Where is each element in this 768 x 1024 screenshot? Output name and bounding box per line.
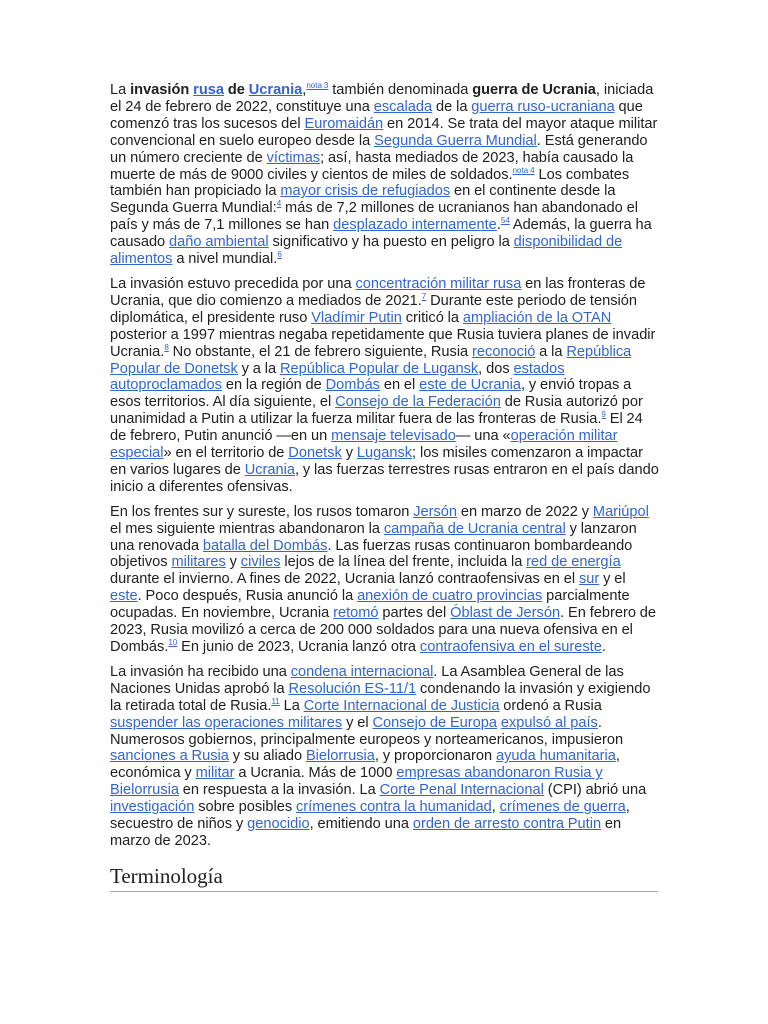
text-run: Los combates también han propiciado la (110, 166, 630, 200)
text-run: significativo y ha puesto en peligro la (268, 234, 514, 251)
reference-nota-3[interactable]: nota 3 (306, 81, 329, 90)
text-run: . (496, 217, 501, 234)
link-mayor-crisis-de-refugiados[interactable]: mayor crisis de refugiados (280, 183, 451, 200)
link-genocidio[interactable]: genocidio (247, 816, 310, 833)
text-run: , y las fuerzas terrestres rusas entraron en el país dando inicio a diferentes ofensivas. (110, 461, 659, 495)
link-investigacion[interactable]: investigación (110, 799, 195, 816)
text-run: Además, la guerra ha causado (110, 217, 652, 251)
link-crimenes-contra-la-humanidad[interactable]: crímenes contra la humanidad (296, 799, 492, 816)
text-run: a nivel mundial. (172, 251, 278, 268)
text-run: , y envió tropas a esos territorios. Al día siguiente, el (110, 377, 632, 411)
text-run: a la (535, 343, 567, 360)
link-este-de-ucrania[interactable]: este de Ucrania (419, 377, 521, 394)
text-run: . En febrero de 2023, Rusia movilizó a cerca de 200 000 soldados para una nueva ofensiva en el Dombás. (110, 605, 657, 655)
text-run: condenando la invasión y exigiendo la retirada total de Rusia. (110, 680, 651, 714)
link-militar[interactable]: militar (195, 765, 235, 782)
text-run: y su aliado (228, 748, 306, 765)
link-estados-autoproclamados[interactable]: estados autoproclamados (110, 360, 565, 394)
link-lugansk[interactable]: Lugansk (356, 445, 413, 462)
text-run: — una « (455, 428, 511, 445)
link-dano-ambiental[interactable]: daño ambiental (169, 234, 269, 251)
text-run: también denominada (328, 82, 473, 98)
bold-text: invasión (130, 82, 190, 98)
link-jerson[interactable]: Jersón (413, 503, 457, 520)
link-ayuda-humanitaria[interactable]: ayuda humanitaria (496, 748, 616, 765)
text-run: en marzo de 2023. (110, 816, 622, 849)
link-mariupol[interactable]: Mariúpol (592, 503, 649, 520)
text-run: . La Asamblea General de las Naciones Unidas aprobó la (110, 663, 624, 697)
link-republica-popular-de-lugansk[interactable]: República Popular de Lugansk (279, 360, 479, 377)
link-reconocio[interactable]: reconoció (472, 343, 536, 360)
text-run: y a la (237, 360, 280, 377)
text-run: y (225, 554, 241, 571)
text-run: posterior a 1997 mientras negaba repetidamente que Rusia tuviera planes de invadir Ucrania. (110, 326, 656, 360)
text-run: durante el invierno. A fines de 2022, Ucrania lanzó contraofensivas en el (110, 571, 579, 588)
text-run: en el (379, 377, 420, 394)
link-mensaje-televisado[interactable]: mensaje televisado (331, 428, 456, 445)
link-dombas[interactable]: Dombás (325, 377, 380, 394)
text-run: , (302, 82, 307, 98)
text-run: La invasión estuvo precedida por una (110, 275, 356, 292)
reference-4[interactable]: 4 (276, 199, 282, 209)
link-anexion-de-cuatro-provincias[interactable]: anexión de cuatro provincias (357, 588, 543, 605)
section-heading-terminologia: Terminología (110, 864, 658, 892)
paragraph-reaction (110, 664, 660, 850)
link-militares[interactable]: militares (171, 554, 226, 571)
text-run: La invasión ha recibido una (110, 663, 291, 680)
text-run: parcialmente ocupadas. En noviembre, Ucrania (110, 588, 630, 622)
link-rusa[interactable]: rusa (193, 82, 224, 98)
reference-54[interactable]: 54 (500, 216, 510, 226)
reference-7[interactable]: 7 (421, 291, 427, 301)
paragraph-background (110, 276, 660, 496)
link-consejo-de-la-federacion[interactable]: Consejo de la Federación (335, 394, 501, 411)
link-retomo[interactable]: retomó (333, 605, 379, 622)
link-empresas-abandonaron-rusia-y-bielorrusia[interactable]: empresas abandonaron Rusia y Bielorrusia (110, 765, 603, 799)
text-run: (CPI) abrió una (543, 782, 647, 799)
text-run: en 2014. Se trata del mayor ataque militar convencional en suelo europeo desde la (110, 115, 658, 149)
link-crimenes-de-guerra[interactable]: crímenes de guerra (499, 799, 626, 816)
text-run: El 24 de febrero, Putin anunció —en un (110, 411, 643, 445)
paragraph-lead (110, 82, 660, 268)
text-run: , iniciada el 24 de febrero de 2022, constituye una (110, 82, 654, 115)
text-run: de la (432, 98, 472, 115)
text-run: . (601, 639, 606, 655)
link-este[interactable]: este (110, 588, 138, 605)
text-run: que comenzó tras los sucesos del (110, 98, 643, 132)
text-run: en marzo de 2022 y (457, 503, 593, 520)
link-contraofensiva-en-el-sureste[interactable]: contraofensiva en el sureste (419, 639, 602, 655)
text-run: y el (599, 571, 626, 588)
link-segunda-guerra-mundial[interactable]: Segunda Guerra Mundial (374, 132, 537, 149)
text-run: y el (342, 714, 373, 731)
text-run: sobre posibles (194, 799, 296, 816)
link-concentracion-militar-rusa[interactable]: concentración militar rusa (355, 275, 522, 292)
link-ucrania[interactable]: Ucrania (248, 82, 303, 98)
text-run: a Ucrania. Más de 1000 (234, 765, 397, 782)
reference-9[interactable]: 9 (601, 410, 606, 420)
link-red-de-energia[interactable]: red de energía (526, 554, 621, 571)
paragraph-fronts (110, 504, 660, 656)
link-escalada[interactable]: escalada (373, 98, 433, 115)
text-run: , emitiendo una (309, 816, 413, 833)
article-body (110, 82, 660, 892)
reference-6[interactable]: 6 (277, 250, 282, 260)
text-run: en respuesta a la invasión. La (178, 782, 380, 799)
link-civiles[interactable]: civiles (240, 554, 281, 571)
text-run: criticó la (401, 309, 463, 326)
link-campana-de-ucrania-central[interactable]: campaña de Ucrania central (383, 520, 566, 537)
link-sur[interactable]: sur (578, 571, 600, 588)
link-vladimir-putin[interactable]: Vladímir Putin (311, 309, 402, 326)
link-orden-de-arresto-contra-putin[interactable]: orden de arresto contra Putin (412, 816, 602, 833)
link-victimas[interactable]: víctimas (266, 149, 321, 166)
reference-10[interactable]: 10 (168, 638, 178, 647)
link-sanciones-a-rusia[interactable]: sanciones a Rusia (110, 748, 229, 765)
text-run: en el continente desde la Segunda Guerra Mundial: (110, 183, 616, 217)
text-run: . Numerosos gobiernos, principalmente europeos y norteamericanos, impusieron (110, 714, 624, 748)
link-bielorrusia[interactable]: Bielorrusia (305, 748, 375, 765)
text-run: En junio de 2023, Ucrania lanzó otra (177, 639, 420, 655)
link-consejo-de-europa[interactable]: Consejo de Europa (372, 714, 497, 731)
bold-text: de (223, 82, 249, 98)
link-operacion-militar-especial[interactable]: operación militar especial (110, 428, 618, 462)
link-suspender-las-operaciones-militares[interactable]: suspender las operaciones militares (110, 714, 343, 731)
text-run: , dos (478, 360, 514, 377)
text-run: de Rusia autorizó por unanimidad a Putin a utilizar la fuerza militar fuera de las fronteras de Rusia. (110, 394, 643, 428)
reference-11[interactable]: 11 (271, 696, 280, 706)
text-run: La (110, 82, 131, 98)
text-run: » en el territorio de (163, 445, 289, 462)
text-run: lejos de la línea del frente, incluida la (280, 554, 527, 571)
text-run: , y proporcionaron (374, 748, 496, 765)
link-ucrania[interactable]: Ucrania (244, 461, 295, 478)
link-ampliacion-de-la-otan[interactable]: ampliación de la OTAN (462, 309, 612, 326)
text-run: . Las fuerzas rusas continuaron bombardeando objetivos (110, 537, 633, 571)
text-run: el mes siguiente mientras abandonaron la (110, 520, 384, 537)
text-run: En los frentes sur y sureste, los rusos tomaron (110, 503, 414, 520)
link-oblast-de-jerson[interactable]: Óblast de Jersón (450, 605, 561, 622)
text-run: ordenó a Rusia (499, 697, 602, 714)
text-run: en la región de (221, 377, 326, 394)
text-run: . Está generando un número creciente de (110, 132, 648, 166)
text-run: partes del (378, 605, 451, 622)
link-resolucion-es-11-1[interactable]: Resolución ES-11/1 (288, 680, 417, 697)
text-run: ; así, hasta mediados de 2023, había causado la muerte de más de 9000 civiles y cientos de miles de soldados. (110, 149, 634, 183)
text-run: No obstante, el 21 de febrero siguiente, Rusia (168, 343, 473, 360)
link-corte-penal-internacional[interactable]: Corte Penal Internacional (379, 782, 544, 799)
link-corte-internacional-de-justicia[interactable]: Corte Internacional de Justicia (303, 697, 500, 714)
reference-8[interactable]: 8 (164, 342, 169, 352)
link-desplazado-internamente[interactable]: desplazado internamente (333, 217, 497, 234)
link-disponibilidad-de-alimentos[interactable]: disponibilidad de alimentos (110, 234, 623, 268)
link-republica-popular-de-donetsk[interactable]: República Popular de Donetsk (110, 343, 632, 377)
link-guerra-ruso-ucraniana[interactable]: guerra ruso-ucraniana (471, 98, 615, 115)
link-batalla-del-dombas[interactable]: batalla del Dombás (202, 537, 328, 554)
text-run: Durante este periodo de tensión diplomática, el presidente ruso (110, 292, 637, 326)
text-run: y lanzaron una renovada (110, 520, 637, 554)
text-run: . Poco después, Rusia anunció la (137, 588, 358, 605)
text-run: La (279, 697, 304, 714)
text-run: más de 7,2 millones de ucranianos han abandonado el país y más de 7,1 millones se han (110, 200, 638, 234)
link-euromaidan[interactable]: Euromaidán (304, 115, 384, 132)
text-run: y (341, 445, 357, 462)
link-donetsk[interactable]: Donetsk (288, 445, 342, 462)
text-run: , (491, 799, 500, 816)
reference-nota-4[interactable]: nota 4 (512, 165, 535, 175)
bold-text: guerra de Ucrania (472, 82, 596, 98)
link-expulso-al-pais[interactable]: expulsó al país (500, 714, 598, 731)
text-run: , económica y (110, 748, 620, 782)
text-run: ; los misiles comenzaron a impactar en varios lugares de (110, 445, 644, 478)
link-condena-internacional[interactable]: condena internacional (290, 663, 434, 680)
text-run: , secuestro de niños y (110, 799, 630, 833)
text-run: en las fronteras de Ucrania, que dio comienzo a mediados de 2021. (110, 275, 646, 309)
